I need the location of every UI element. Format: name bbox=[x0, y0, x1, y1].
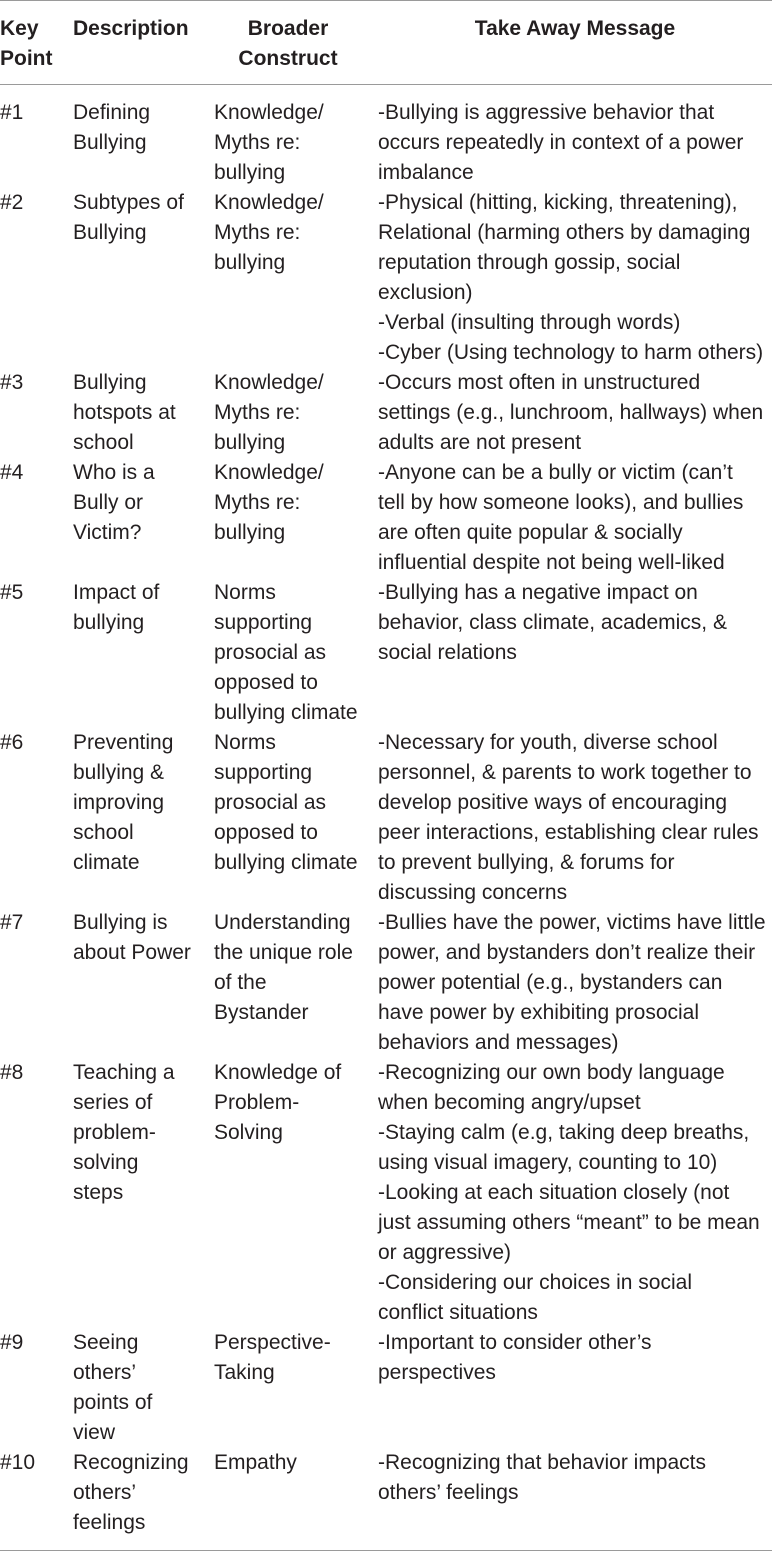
row-description: Bullying hotspots at school bbox=[73, 371, 176, 454]
row-description: Bullying is about Power bbox=[73, 911, 191, 964]
table-row bbox=[0, 728, 772, 908]
row-description: Impact of bullying bbox=[73, 581, 160, 634]
row-broader-construct: Knowledge/ Myths re: bullying bbox=[214, 101, 324, 184]
row-broader-construct: Norms supporting prosocial as opposed to bullying climate bbox=[214, 731, 358, 874]
row-broader-construct: Knowledge of Problem- Solving bbox=[214, 1061, 342, 1144]
table-row bbox=[0, 1328, 772, 1448]
table-row bbox=[0, 1448, 772, 1538]
row-take-away-message: -Recognizing our own body language when becoming angry/upset -Staying calm (e.g, taking deep breaths, using visual imagery, counting to 10) -Looking at each situation closely (not just assuming others “meant” to be mean or aggressive) -Considering our choices in social conflict situations bbox=[378, 1061, 760, 1324]
row-broader-construct: Knowledge/ Myths re: bullying bbox=[214, 371, 324, 454]
row-key-point: #3 bbox=[0, 371, 24, 394]
row-take-away-message: -Necessary for youth, diverse school personnel, & parents to work together to develop positive ways of encouraging peer interactions, establishing clear rules to prevent bullying, & forums for discussing concerns bbox=[378, 731, 759, 904]
row-broader-construct: Perspective- Taking bbox=[214, 1331, 331, 1384]
row-description: Who is a Bully or Victim? bbox=[73, 461, 155, 544]
table-top-rule bbox=[0, 0, 772, 1]
header-key-point: Key Point bbox=[0, 17, 53, 70]
row-key-point: #4 bbox=[0, 461, 24, 484]
row-key-point: #2 bbox=[0, 191, 24, 214]
row-take-away-message: -Recognizing that behavior impacts others’ feelings bbox=[378, 1451, 707, 1504]
row-key-point: #8 bbox=[0, 1061, 24, 1084]
row-description: Seeing others’ points of view bbox=[73, 1331, 153, 1444]
row-description: Recognizing others’ feelings bbox=[73, 1451, 189, 1534]
row-broader-construct: Knowledge/ Myths re: bullying bbox=[214, 191, 324, 274]
row-take-away-message: -Physical (hitting, kicking, threatening), Relational (harming others by damaging reputation through gossip, social exclusion) -Verbal (insulting through words) -Cyber (Using technology to harm others) bbox=[378, 191, 764, 364]
row-broader-construct: Empathy bbox=[214, 1451, 297, 1474]
row-key-point: #10 bbox=[0, 1451, 36, 1474]
row-description: Preventing bullying & improving school climate bbox=[73, 731, 174, 874]
row-take-away-message: -Important to consider other’s perspectives bbox=[378, 1331, 652, 1384]
row-take-away-message: -Bullying has a negative impact on behavior, class climate, academics, & social relations bbox=[378, 581, 727, 664]
row-key-point: #9 bbox=[0, 1331, 24, 1354]
row-take-away-message: -Anyone can be a bully or victim (can’t tell by how someone looks), and bullies are often quite popular & socially influential despite not being well-liked bbox=[378, 461, 744, 574]
header-rule bbox=[0, 84, 772, 85]
row-description: Subtypes of Bullying bbox=[73, 191, 184, 244]
row-broader-construct: Norms supporting prosocial as opposed to bullying climate bbox=[214, 581, 358, 724]
table-row bbox=[0, 908, 772, 1058]
table-row bbox=[0, 578, 772, 728]
row-broader-construct: Knowledge/ Myths re: bullying bbox=[214, 461, 324, 544]
table-row bbox=[0, 1058, 772, 1328]
row-take-away-message: -Occurs most often in unstructured settings (e.g., lunchroom, hallways) when adults are not present bbox=[378, 371, 764, 454]
table-body bbox=[0, 98, 772, 1538]
table-bottom-rule bbox=[0, 1550, 772, 1551]
row-key-point: #1 bbox=[0, 101, 24, 124]
table-row bbox=[0, 458, 772, 578]
header-broader-construct: Broader Construct bbox=[238, 17, 338, 70]
row-key-point: #6 bbox=[0, 731, 24, 754]
row-description: Defining Bullying bbox=[73, 101, 151, 154]
table-row bbox=[0, 98, 772, 188]
row-take-away-message: -Bullying is aggressive behavior that occurs repeatedly in context of a power imbalance bbox=[378, 101, 744, 184]
row-key-point: #5 bbox=[0, 581, 24, 604]
row-description: Teaching a series of problem- solving steps bbox=[73, 1061, 175, 1204]
header-description: Description bbox=[73, 17, 189, 40]
row-broader-construct: Understanding the unique role of the Bystander bbox=[214, 911, 353, 1024]
header-take-away-message: Take Away Message bbox=[474, 17, 676, 40]
table-row bbox=[0, 188, 772, 368]
row-take-away-message: -Bullies have the power, victims have little power, and bystanders don’t realize their power potential (e.g., bystanders can have power by exhibiting prosocial behaviors and messages) bbox=[378, 911, 766, 1054]
table-row bbox=[0, 368, 772, 458]
row-key-point: #7 bbox=[0, 911, 24, 934]
